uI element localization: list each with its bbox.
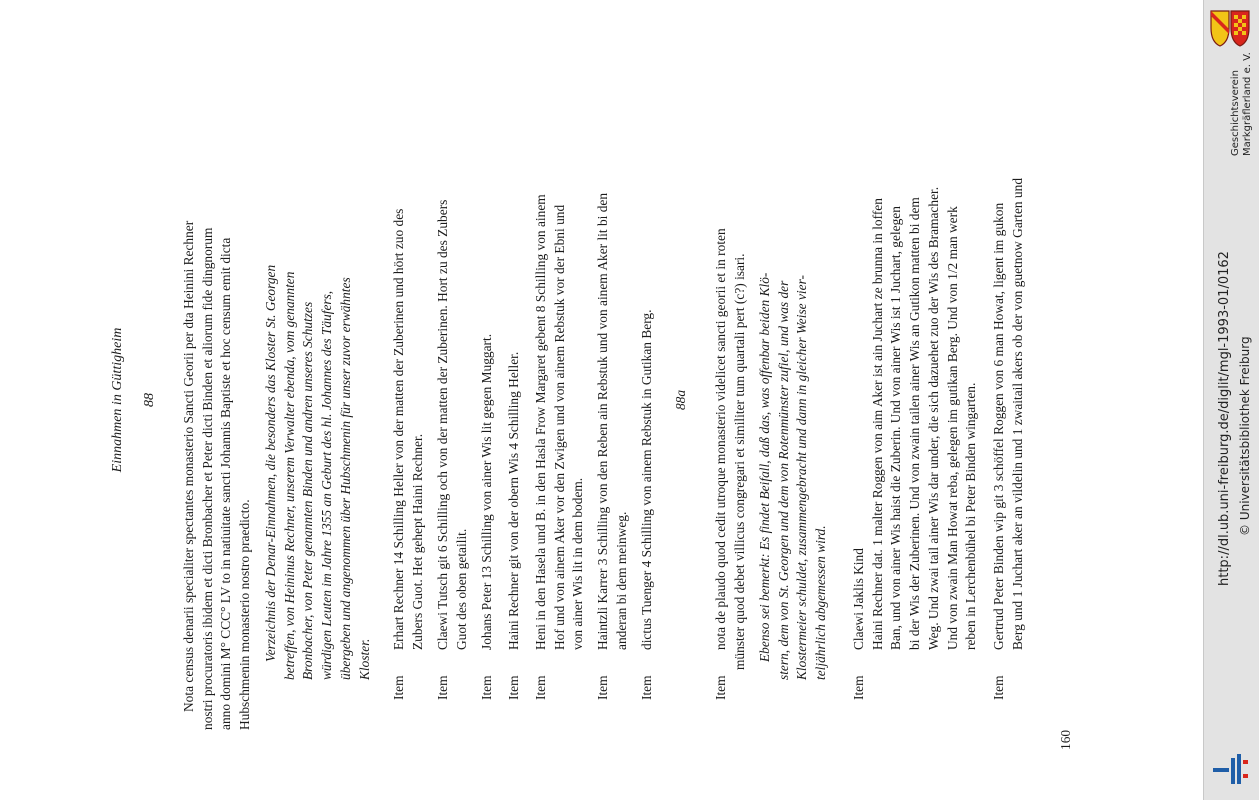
entry-line: Weg. Und zwai tail ainer Wis dar under, die sich dazuehet zuo der Wis des Bramacher.	[925, 186, 941, 650]
intro-line: anno domini M° CCC° LV to in natiuitate sancti Johannis Baptiste et hoc censum emit dicta	[218, 237, 234, 730]
entry-line: Berg und 1 Juchart aker an vildelin und 1 zwaitail akers ob der von guetnow Garten und	[1009, 177, 1025, 650]
society-name-line2: Markgräflerland e. V.	[1242, 52, 1253, 156]
entry	[638, 95, 657, 650]
note-line: Kloster.	[356, 638, 372, 680]
item-label: Item	[595, 675, 610, 700]
note-line: betreffen, von Heininus Rechner, unserem Verwalter ebenda, vom genannten	[281, 271, 297, 680]
entry-line: Heni in den Hasela und B. in den Hasla Frow Margaret gebent 8 Schilling von ainem	[533, 194, 548, 650]
intro-line: Hubschmenin monasterio nostro praedicto.	[237, 499, 253, 730]
intro-line: nostri procuratoris ibidem et dicti Bronbacher et Peter dicti Binden et aliorum fide dingnorum	[199, 227, 215, 730]
intro-paragraph	[180, 70, 255, 730]
entry	[850, 90, 981, 650]
note-line: stern, dem von St. Georgen und dem von Rotenmünster zufiel, und was der	[775, 280, 791, 680]
item-label: Item	[435, 675, 450, 700]
header-page-number: 88	[142, 393, 157, 407]
item-label: Item	[391, 675, 406, 700]
entry-line: reben in Lerchenbühel bi Peter Binden wingarten.	[963, 382, 979, 650]
note-line: übergeben und angenommen über Hubschmenin für unser zuvor erwähntes	[337, 277, 353, 680]
entry-line: dictus Tuenger 4 Schilling von ainem Rebstuk in Gutikan Berg.	[639, 309, 654, 650]
entry	[505, 95, 524, 650]
intro-line: Nota census denarii specialiter spectantes monasterio Sancti Georii per dta Heinini Rechner	[181, 220, 196, 712]
entry-line: Hof und von ainem Aker vor den Zwigen und von ainem Rebstuk vor der Ebni und	[551, 204, 567, 650]
entry-line: anderan bi dem meinweg.	[613, 511, 629, 650]
university-library-logo-icon	[1211, 750, 1251, 790]
entry-line: von ainer Wis lit in dem bodem.	[570, 477, 586, 650]
sidebar-divider	[1203, 0, 1204, 800]
entry-line: Erhart Rechner 14 Schilling Heller von der matten der Zuberinen und hört zuo des	[391, 208, 406, 650]
entry	[594, 95, 631, 650]
item-label: Item	[639, 675, 654, 700]
note-line: Bronbacher, von Peter genannten Binden und andren unseres Schutzes	[300, 301, 316, 680]
item-label: Item	[713, 675, 728, 700]
entry-line: Haintzli Karrer 3 Schilling von den Reben ain Rebstuk und von ainem Aker lit bi den	[595, 192, 610, 650]
entry	[990, 90, 1027, 650]
society-name-line1: Geschichtsverein	[1230, 70, 1241, 156]
translation-note-2	[756, 80, 831, 680]
running-header: Einnahmen in Güttigheim	[110, 327, 125, 473]
entry	[478, 95, 497, 650]
entry-line: Johans Peter 13 Schilling von ainer Wis lit gegen Muggart.	[479, 333, 494, 650]
entry-line: Und von zwain Man Howat reba, gelegen im gutikan Berg. Und von 1/2 man werk	[944, 206, 960, 650]
item-label: Item	[533, 675, 548, 700]
item-label: Item	[991, 675, 1006, 700]
document-url-link[interactable]: http://dl.ub.uni-freiburg.de/diglit/mgl-1993-01/0162	[1217, 251, 1232, 586]
entry-line: Gertrud Peter Binden wip git 3 schöffel Roggen von 6 man Howat, ligent im gukon	[991, 202, 1006, 650]
society-crest-icon	[1207, 8, 1253, 48]
item-label: Item	[851, 675, 866, 700]
copyright-notice: © Universitätsbibliothek Freiburg	[1238, 336, 1252, 536]
entry	[390, 95, 427, 650]
entry	[712, 115, 749, 670]
section-number: 88a	[673, 389, 688, 411]
item-label: Item	[506, 675, 521, 700]
note-line: Ebenso sei bemerkt: Es findet Beifall, daß das, was offenbar beiden Klö-	[757, 272, 772, 662]
translation-note-1	[262, 80, 374, 680]
entry-line: Claewi Tutsch git 6 Schilling och von der matten der Zuberinen. Hort zu des Zubers	[435, 199, 450, 650]
page-number: 160	[1058, 729, 1073, 750]
entry-line: bi der Wis der Zuberinen. Und von zwain tailen ainer Wis an Gutikon matten bi dem	[907, 197, 923, 650]
entry-line: Ban, und von ainer Wis haist die Zuberin. Und von ainer Wis ist 1 Juchart, gelegen	[888, 206, 904, 650]
entry	[434, 95, 471, 650]
note-line: teljährlich abgemessen wird.	[813, 525, 829, 680]
entry-line: Haini Rechner git von der obern Wis 4 Schilling Heller.	[506, 351, 521, 650]
entry-line: Claewi Jaklis Kind	[851, 548, 866, 650]
entry-line: Guot des oben getailit.	[453, 528, 469, 650]
entry-line: münster quod debet villicus congregari et similiter tum quartali pert (c?) isari.	[731, 253, 747, 670]
entry-line: nota de plaudo quod cedit utroque monasterio videlicet sancti georii et in roten	[713, 228, 728, 650]
entry	[532, 95, 588, 650]
entry-line: Haini Rechner dat. 1 malter Roggen von aim Aker ist ain Juchart ze brunna in loffen	[869, 198, 885, 650]
item-label: Item	[479, 675, 494, 700]
note-line: würdigen Leuten im Jahre 1355 an Geburt des hl. Johannes des Täufers,	[319, 290, 335, 680]
note-line: Verzeichnis der Denar-Einnahmen, die besonders das Kloster St. Georgen	[263, 264, 278, 662]
entry-line: Zubers Guot. Het gehept Haini Rechner.	[409, 433, 425, 650]
note-line: Klostermeier schuldet, zusammengebracht und dann in gleicher Weise vier-	[794, 275, 810, 680]
